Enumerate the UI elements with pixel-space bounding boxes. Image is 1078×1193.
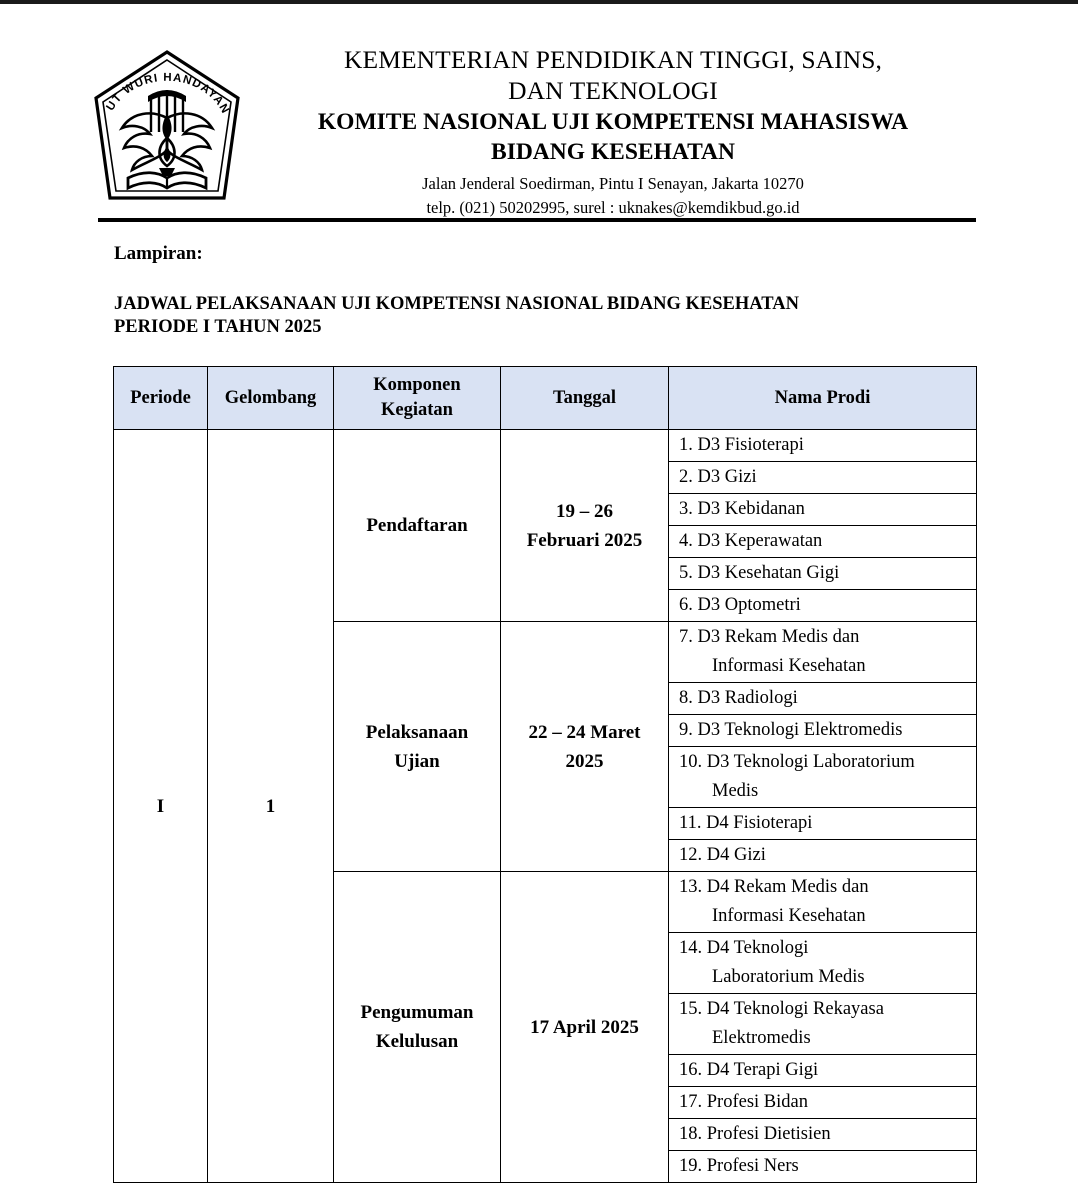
cell-nama-prodi [669,1151,977,1183]
cell-nama-prodi [669,526,977,558]
column-header-nama-prodi: Nama Prodi [669,367,977,430]
cell-nama-prodi [669,622,977,683]
office-contact: telp. (021) 50202995, surel : uknakes@kemdikbud.go.id [426,198,800,217]
column-header-komponen-kegiatan: Komponen Kegiatan [334,367,501,430]
cell-tanggal: 19 – 26 Februari 2025 [501,430,669,622]
cell-nama-prodi [669,1119,977,1151]
cell-nama-prodi [669,462,977,494]
cell-nama-prodi [669,933,977,994]
prodi-item: 12. D4 Gizi [679,845,766,865]
cell-nama-prodi [669,558,977,590]
prodi-item: 8. D3 Radiologi [679,688,798,708]
prodi-item: 15. D4 Teknologi Rekayasa Elektromedis [679,999,884,1048]
cell-nama-prodi [669,747,977,808]
letterhead-divider [98,218,976,222]
table-header-row [114,367,977,430]
prodi-item: 1. D3 Fisioterapi [679,435,804,455]
office-address: Jalan Jenderal Soedirman, Pintu I Senayan, Jakarta 10270 [422,174,804,193]
prodi-item: 4. D3 Keperawatan [679,531,823,551]
letterhead [0,0,1078,217]
prodi-item: 18. Profesi Dietisien [679,1124,831,1144]
schedule-table [113,366,977,1183]
prodi-item: 3. D3 Kebidanan [679,499,805,519]
page-title: JADWAL PELAKSANAAN UJI KOMPETENSI NASIONAL BIDANG KESEHATAN PERIODE I TAHUN 2025 [114,294,799,337]
cell-nama-prodi [669,683,977,715]
cell-nama-prodi [669,715,977,747]
cell-tanggal: 22 – 24 Maret 2025 [501,622,669,872]
prodi-item: 11. D4 Fisioterapi [679,813,813,833]
prodi-item: 2. D3 Gizi [679,467,757,487]
cell-periode: I [114,430,208,1183]
committee-name: KOMITE NASIONAL UJI KOMPETENSI MAHASISWA BIDANG KESEHATAN [317,109,909,165]
column-header-tanggal: Tanggal [501,367,669,430]
prodi-item: 9. D3 Teknologi Elektromedis [679,720,903,740]
logo-motto-text: UT WURI HANDAYAN [104,71,232,117]
cell-nama-prodi [669,590,977,622]
cell-nama-prodi [669,872,977,933]
cell-nama-prodi [669,1055,977,1087]
prodi-item: 14. D4 Teknologi Laboratorium Medis [679,938,865,987]
cell-nama-prodi [669,430,977,462]
cell-nama-prodi [669,808,977,840]
organization-block [248,44,978,220]
cell-nama-prodi [669,494,977,526]
prodi-item: 13. D4 Rekam Medis dan Informasi Kesehatan [679,877,869,926]
table-body [114,430,977,1183]
cell-komponen-kegiatan: Pengumuman Kelulusan [334,872,501,1183]
prodi-item: 5. D3 Kesehatan Gigi [679,563,840,583]
cell-gelombang: 1 [208,430,334,1183]
cell-nama-prodi [669,1087,977,1119]
prodi-item: 10. D3 Teknologi Laboratorium Medis [679,752,915,801]
cell-komponen-kegiatan: Pelaksanaan Ujian [334,622,501,872]
column-header-gelombang: Gelombang [208,367,334,430]
column-header-periode: Periode [114,367,208,430]
prodi-item: 6. D3 Optometri [679,595,801,615]
prodi-item: 7. D3 Rekam Medis dan Informasi Kesehatan [679,627,866,676]
cell-tanggal: 17 April 2025 [501,872,669,1183]
prodi-item: 16. D4 Terapi Gigi [679,1060,819,1080]
tut-wuri-handayani-logo [88,46,246,211]
table-row [114,430,977,462]
ministry-name: KEMENTERIAN PENDIDIKAN TINGGI, SAINS, DAN TEKNOLOGI [344,45,882,105]
attachment-label: Lampiran: [114,243,203,264]
cell-nama-prodi [669,994,977,1055]
prodi-item: 17. Profesi Bidan [679,1092,808,1112]
cell-nama-prodi [669,840,977,872]
prodi-item: 19. Profesi Ners [679,1156,799,1176]
cell-komponen-kegiatan: Pendaftaran [334,430,501,622]
